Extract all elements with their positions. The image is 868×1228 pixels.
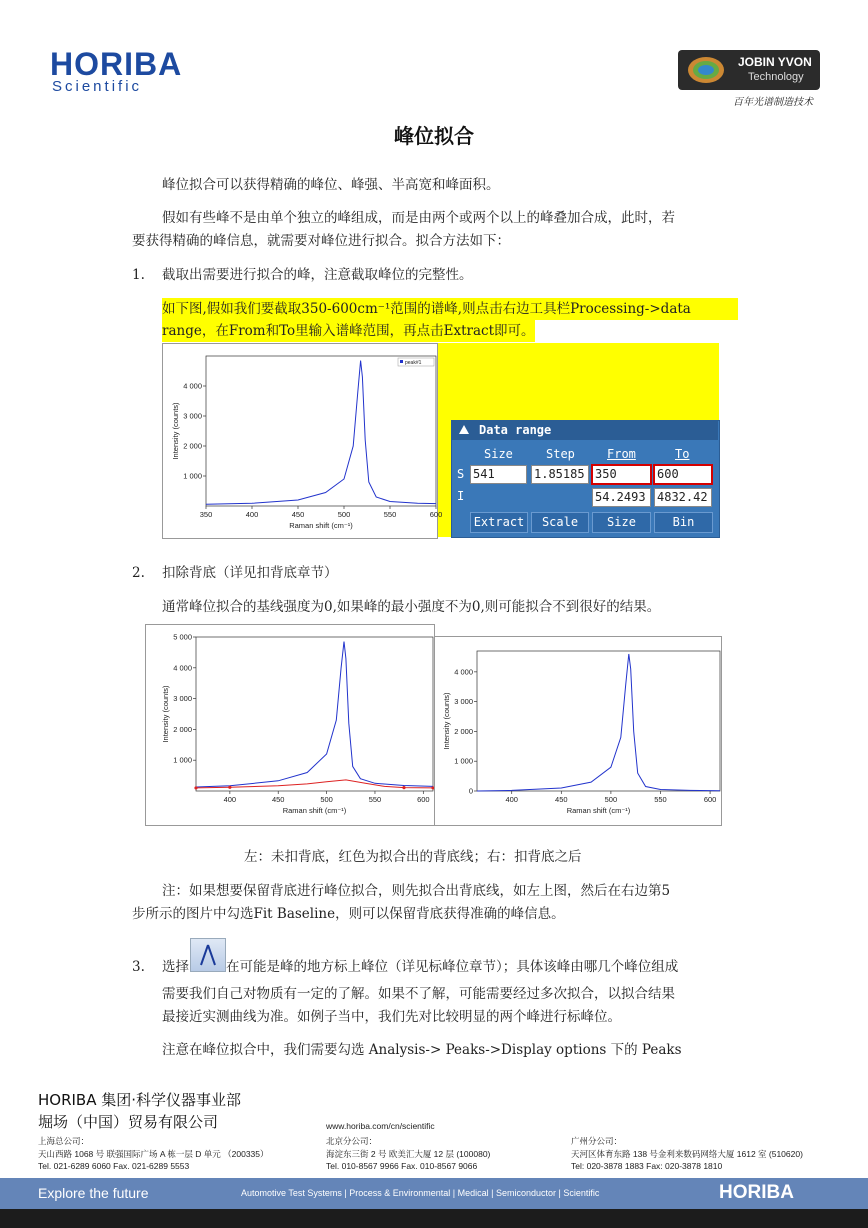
jobin-yvon-subtext: Technology	[748, 71, 804, 83]
footer-bj-label: 北京分公司：	[326, 1136, 378, 1146]
paragraph-2-line1: 假如有些峰不是由单个独立的峰组成，而是由两个或两个以上的峰叠加合成，此时，若	[162, 210, 675, 226]
x-tick-label: 600	[417, 795, 430, 804]
footer-bottom-strip	[0, 1209, 868, 1228]
x-tick-label: 550	[654, 795, 667, 804]
footer-tagline: Explore the future	[38, 1185, 149, 1201]
y-tick-label: 0	[468, 786, 473, 796]
footer-sh-tel: Tel. 021-6289 6060 Fax. 021-6289 5553	[38, 1161, 190, 1171]
row-i-label: I	[457, 489, 465, 503]
footer-gz-label: 广州分公司：	[571, 1136, 623, 1146]
footer-bj-address: 海淀东三街 2 号 欧美汇大厦 12 层 (100080)	[326, 1149, 491, 1159]
y-tick-label: 1 000	[454, 756, 473, 766]
footer-divisions: Automotive Test Systems | Process & Environmental | Medical | Semiconductor | Scientific	[241, 1188, 600, 1198]
col-size-label: Size	[484, 447, 513, 461]
x-tick-label: 500	[320, 795, 333, 804]
figure-caption: 左：未扣背底，红色为拟合出的背底线；右：扣背底之后	[244, 849, 582, 865]
y-axis-label: Intensity (counts)	[161, 685, 170, 743]
step-3-text-line1: 在可能是峰的地方标上峰位（详见标峰位章节）；具体该峰由哪几个峰位组成	[226, 959, 679, 975]
data-range-title: Data range	[479, 423, 552, 437]
legend-label: peak#1	[405, 360, 422, 366]
spectrum-series-line	[196, 642, 433, 787]
col-step-label: Step	[546, 447, 575, 461]
data-range-panel-header[interactable]	[451, 420, 718, 440]
chart-3-svg	[435, 637, 721, 825]
jobin-yvon-slogan: 百年光谱制造技术	[733, 97, 813, 108]
size-button[interactable]: Size	[592, 512, 651, 533]
plot-area-frame	[477, 651, 720, 791]
s-step-field[interactable]: 1.85185	[531, 465, 589, 484]
spectrum-with-baseline-chart	[145, 624, 435, 826]
note-line1: 注：如果想要保留背底进行峰位拟合，则先拟合出背底线，如左上图，然后在右边第5	[162, 883, 671, 899]
page-title: 峰位拟合	[394, 124, 474, 148]
x-tick-label: 350	[199, 510, 213, 519]
step-1-highlight-line2: range，在From和To里输入谱峰范围，再点击Extract即可。	[162, 320, 535, 342]
horiba-logo-sub: Scientific	[52, 78, 143, 95]
y-axis-label: Intensity (counts)	[442, 692, 451, 750]
extract-button[interactable]: Extract	[470, 512, 528, 533]
y-tick-label: 4 000	[454, 667, 473, 677]
plot-area-frame	[206, 356, 436, 506]
step-1-highlight-line1: 如下图,假如我们要截取350-600cm⁻¹范围的谱峰,则点击右边工具栏Processing->data	[162, 298, 738, 320]
x-axis-label: Raman shift (cm⁻¹)	[282, 806, 347, 815]
s-to-field[interactable]: 600	[653, 464, 713, 485]
extracted-spectrum-chart	[162, 343, 443, 539]
y-tick-label: 5 000	[173, 632, 192, 642]
y-tick-label: 3 000	[183, 411, 202, 421]
x-tick-label: 600	[429, 510, 443, 519]
step-1-text: 截取出需要进行拟合的峰，注意截取峰位的完整性。	[162, 267, 473, 283]
step-2-number: 2.	[132, 565, 145, 581]
footer-gz-address: 天河区体育东路 138 号金利来数码网络大厦 1612 室 (510620)	[571, 1149, 803, 1159]
y-tick-label: 1 000	[183, 471, 202, 481]
i-from-field[interactable]: 54.2493	[592, 488, 651, 507]
i-to-field[interactable]: 4832.42	[654, 488, 712, 507]
x-tick-label: 450	[271, 795, 285, 804]
y-tick-label: 2 000	[454, 726, 473, 736]
step-2-description: 通常峰位拟合的基线强度为0,如果峰的最小强度不为0,则可能拟合不到很好的结果。	[162, 599, 661, 615]
paragraph-2-line2: 要获得精确的峰信息，就需要对峰位进行拟合。拟合方法如下：	[132, 233, 510, 249]
footer-url[interactable]: www.horiba.com/cn/scientific	[326, 1121, 435, 1131]
bin-button[interactable]: Bin	[654, 512, 713, 533]
peak-pick-tool-icon[interactable]	[190, 938, 226, 972]
x-tick-label: 600	[703, 795, 717, 804]
s-size-field[interactable]: 541	[470, 465, 527, 484]
x-axis-label: Raman shift (cm⁻¹)	[289, 521, 353, 530]
plot-area-frame	[196, 637, 433, 791]
x-tick-label: 550	[383, 510, 397, 519]
y-tick-label: 1 000	[173, 755, 192, 765]
chart-2-svg	[146, 625, 434, 825]
step-3-text-prefix: 选择	[162, 959, 189, 975]
row-s-label: S	[457, 467, 465, 481]
s-from-field[interactable]: 350	[591, 464, 652, 485]
step-3-text-line3: 最接近实测曲线为准。如例子当中，我们先对比较明显的两个峰进行标峰位。	[162, 1009, 621, 1025]
horiba-logo: HORIBA	[50, 46, 183, 82]
step-1-number: 1.	[132, 267, 145, 283]
col-from-label[interactable]: From	[607, 447, 636, 461]
x-tick-label: 450	[555, 795, 568, 804]
jobin-yvon-logo-icon	[678, 50, 728, 90]
col-to-label[interactable]: To	[675, 447, 690, 461]
y-tick-label: 3 000	[173, 694, 192, 704]
baseline-subtracted-chart	[434, 636, 722, 826]
x-tick-label: 400	[223, 795, 237, 804]
baseline-series-line	[196, 780, 433, 788]
chart-1-svg	[163, 344, 443, 538]
footer-company-1: HORIBA 集团·科学仪器事业部	[38, 1091, 242, 1109]
footer-bj-tel: Tel. 010-8567 9966 Fax. 010-8567 9066	[326, 1161, 478, 1171]
footer-company-2: 堀场（中国）贸易有限公司	[38, 1113, 219, 1131]
spectrum-series-line	[477, 654, 720, 791]
note-line2: 步所示的图片中勾选Fit Baseline，则可以保留背底获得准确的峰信息。	[132, 906, 565, 922]
x-tick-label: 500	[337, 510, 351, 519]
y-tick-label: 4 000	[183, 381, 202, 391]
baseline-anchor-point	[228, 786, 231, 789]
step-3-number: 3.	[132, 959, 145, 975]
legend-swatch	[400, 360, 403, 363]
y-tick-label: 4 000	[173, 663, 192, 673]
scale-button[interactable]: Scale	[531, 512, 589, 533]
baseline-anchor-point	[194, 786, 197, 789]
x-axis-label: Raman shift (cm⁻¹)	[566, 806, 631, 815]
y-tick-label: 3 000	[454, 697, 473, 707]
step-3-text-line2: 需要我们自己对物质有一定的了解。如果不了解，可能需要经过多次拟合，以拟合结果	[162, 986, 675, 1002]
footer-sh-label: 上海总公司：	[38, 1136, 90, 1146]
jobin-yvon-text: JOBIN YVON	[738, 55, 812, 69]
step-2-text: 扣除背底（详见扣背底章节）	[162, 565, 338, 581]
x-tick-label: 550	[368, 795, 382, 804]
footer-horiba-logo: HORIBA	[719, 1182, 794, 1203]
collapse-triangle-icon[interactable]	[459, 425, 469, 434]
x-tick-label: 400	[505, 795, 518, 804]
intro-paragraph: 峰位拟合可以获得精确的峰位、峰强、半高宽和峰面积。	[162, 177, 500, 193]
x-tick-label: 450	[291, 510, 305, 519]
step-3-text-line4: 注意在峰位拟合中，我们需要勾选 Analysis-> Peaks->Display options 下的 Peaks	[162, 1042, 682, 1058]
y-axis-label: Intensity (counts)	[171, 402, 180, 460]
baseline-anchor-point	[402, 786, 405, 789]
x-tick-label: 500	[604, 795, 618, 804]
footer-gz-tel: Tel: 020-3878 1883 Fax: 020-3878 1810	[571, 1161, 723, 1171]
y-tick-label: 2 000	[183, 441, 202, 451]
x-tick-label: 400	[245, 510, 259, 519]
y-tick-label: 2 000	[173, 724, 192, 734]
footer-sh-address: 天山西路 1068 号 联强国际广场 A 栋一层 D 单元 （200335）	[38, 1149, 269, 1159]
spectrum-series-line	[206, 361, 436, 505]
